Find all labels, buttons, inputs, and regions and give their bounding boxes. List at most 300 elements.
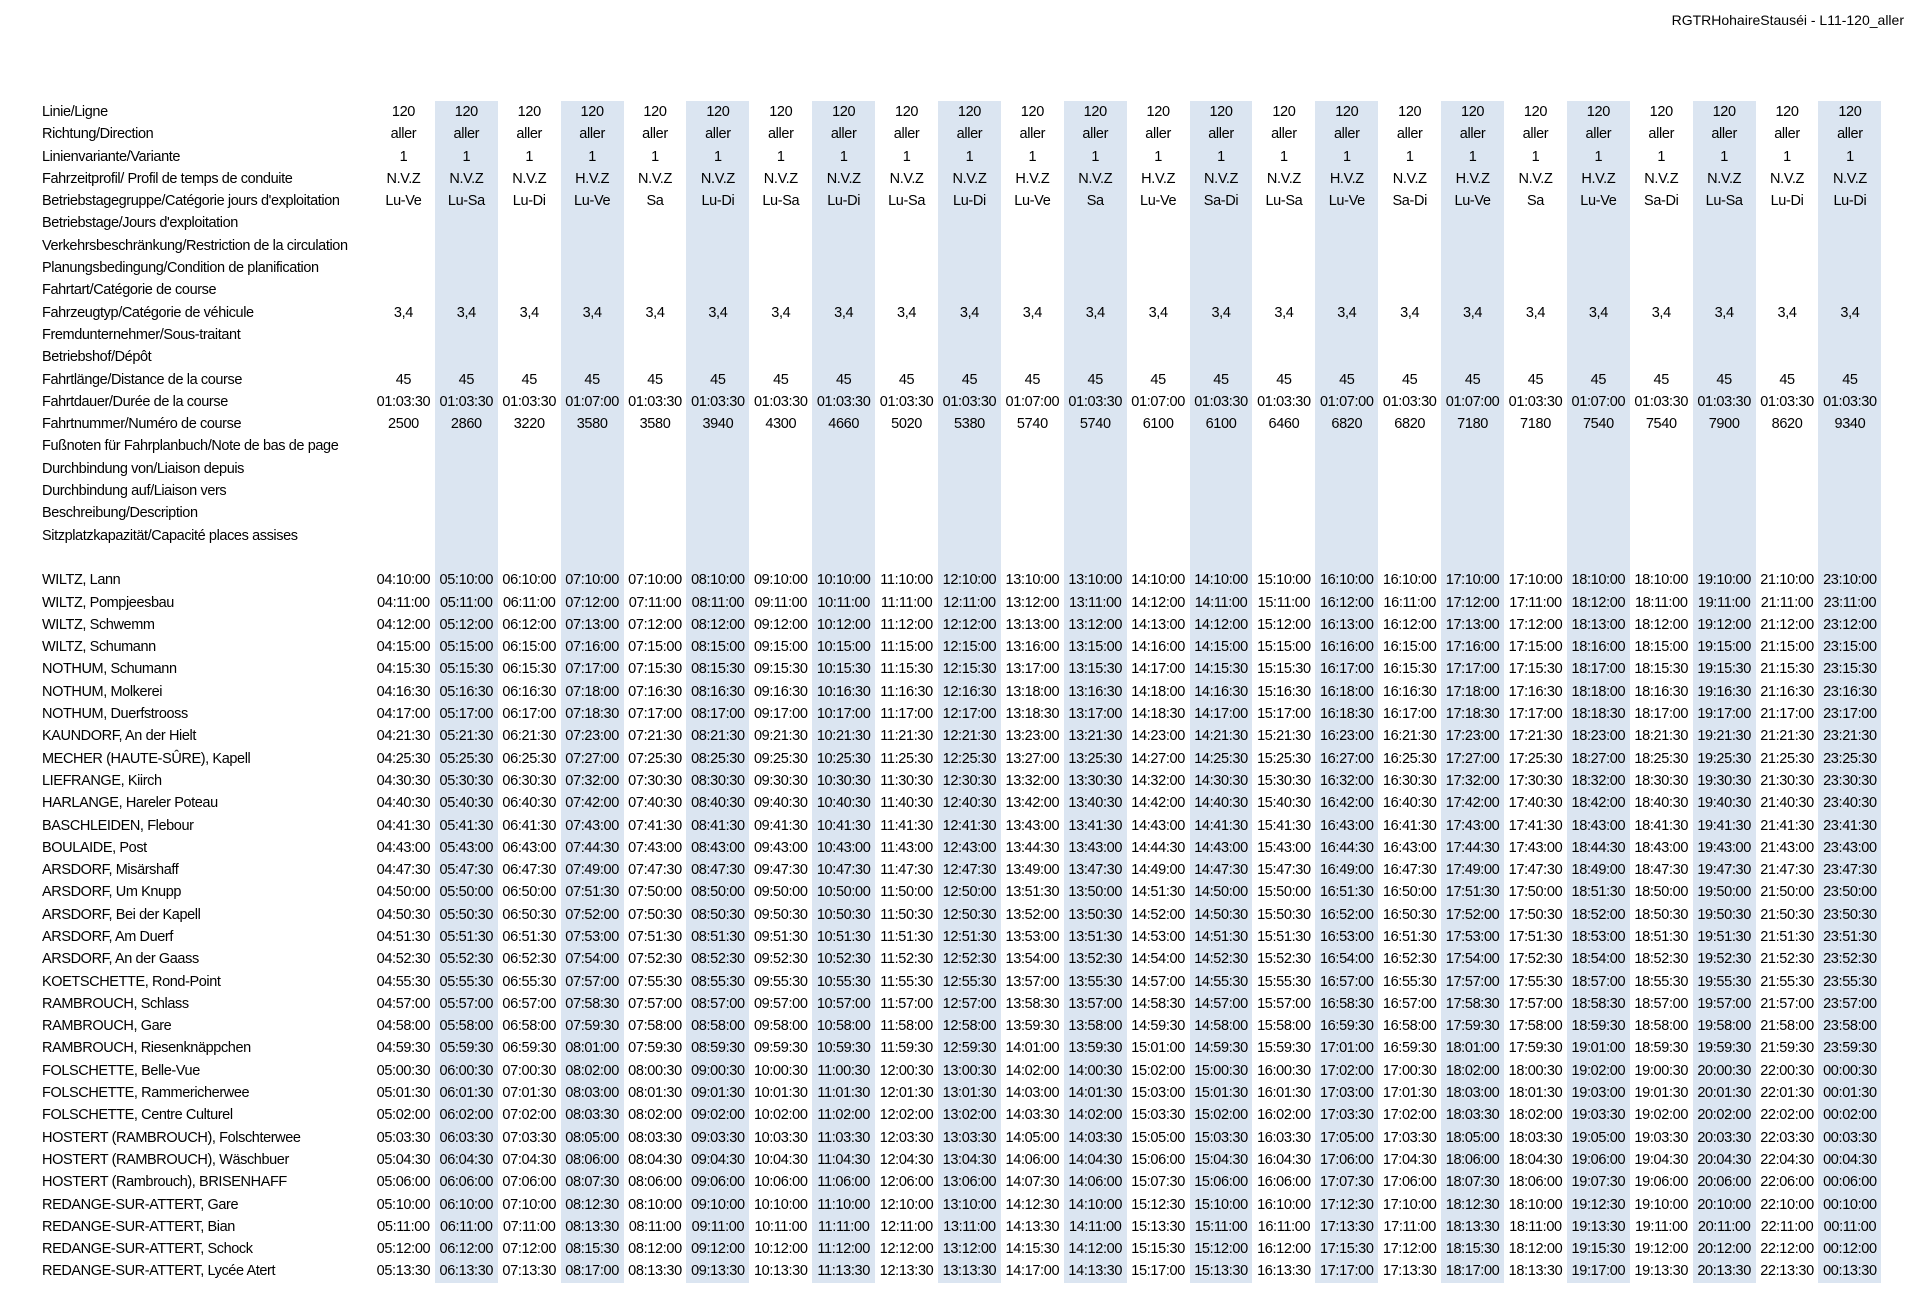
cell bbox=[1252, 525, 1315, 547]
cell: 13:11:00 bbox=[943, 1218, 996, 1235]
cell: aller bbox=[1522, 126, 1549, 143]
cell: 08:50:00 bbox=[691, 884, 745, 901]
cell: 21:17:00 bbox=[1760, 706, 1814, 723]
header-row bbox=[42, 525, 1881, 547]
cell: 14:44:30 bbox=[1131, 839, 1185, 856]
cell bbox=[1441, 458, 1504, 480]
cell: 13:42:00 bbox=[1005, 795, 1060, 812]
cell: 13:21:30 bbox=[1068, 728, 1123, 745]
stop-row bbox=[42, 1238, 1881, 1260]
cell bbox=[1567, 480, 1630, 502]
cell bbox=[1756, 235, 1819, 257]
cell: 1 bbox=[1280, 148, 1288, 165]
cell: N.V.Z bbox=[1266, 170, 1301, 187]
cell bbox=[1001, 257, 1064, 279]
row-label: Fahrzeugtyp/Catégorie de véhicule bbox=[42, 304, 254, 321]
cell: 01:03:30 bbox=[691, 393, 745, 410]
cell: 10:10:00 bbox=[753, 1196, 808, 1213]
cell bbox=[686, 458, 749, 480]
cell: 01:03:30 bbox=[1382, 393, 1437, 410]
cell: 17:30:30 bbox=[1508, 772, 1563, 789]
cell bbox=[938, 525, 1001, 547]
cell: 17:59:30 bbox=[1508, 1040, 1563, 1057]
cell bbox=[1693, 235, 1756, 257]
cell: 07:16:30 bbox=[628, 683, 682, 700]
cell: 07:13:00 bbox=[565, 616, 619, 633]
cell: 07:50:00 bbox=[628, 884, 682, 901]
cell: 08:03:00 bbox=[565, 1085, 619, 1102]
cell: aller bbox=[516, 126, 543, 143]
cell: 13:01:30 bbox=[942, 1085, 997, 1102]
cell: 21:15:00 bbox=[1760, 639, 1814, 656]
cell bbox=[1504, 480, 1567, 502]
cell: 45 bbox=[521, 371, 537, 388]
cell: N.V.Z bbox=[1770, 170, 1805, 187]
cell: 13:40:30 bbox=[1068, 795, 1123, 812]
cell: 13:54:00 bbox=[1005, 951, 1060, 968]
cell: 21:51:30 bbox=[1760, 928, 1814, 945]
cell bbox=[1378, 525, 1441, 547]
cell: 11:40:30 bbox=[880, 795, 933, 812]
cell: 15:01:30 bbox=[1194, 1085, 1248, 1102]
cell: 18:21:30 bbox=[1634, 728, 1689, 745]
cell: 12:11:00 bbox=[880, 1218, 933, 1235]
cell: 13:58:00 bbox=[1068, 1018, 1123, 1035]
cell: 13:02:00 bbox=[942, 1107, 997, 1124]
cell: 07:51:30 bbox=[565, 884, 619, 901]
cell: 14:03:30 bbox=[1005, 1107, 1060, 1124]
cell: 08:47:30 bbox=[691, 862, 745, 879]
cell: 18:53:00 bbox=[1571, 928, 1626, 945]
cell: 11:21:30 bbox=[880, 728, 933, 745]
cell: 18:12:00 bbox=[1634, 616, 1689, 633]
cell: 120 bbox=[706, 104, 730, 120]
cell: 45 bbox=[1590, 371, 1607, 388]
stop-row bbox=[42, 837, 1881, 859]
cell: 17:27:00 bbox=[1445, 750, 1500, 767]
cell: 19:03:30 bbox=[1634, 1129, 1689, 1146]
cell bbox=[875, 435, 938, 457]
cell: 19:15:30 bbox=[1697, 661, 1751, 678]
cell: 05:16:30 bbox=[439, 683, 494, 700]
cell: 09:11:00 bbox=[754, 594, 808, 611]
cell: 23:17:00 bbox=[1823, 706, 1877, 723]
cell: 15:55:30 bbox=[1257, 973, 1311, 990]
cell bbox=[1693, 279, 1756, 301]
cell: 04:51:30 bbox=[376, 928, 431, 945]
cell: 09:57:00 bbox=[753, 995, 808, 1012]
cell: 13:10:00 bbox=[1005, 572, 1060, 589]
cell: 3220 bbox=[513, 416, 545, 433]
cell: 16:43:00 bbox=[1319, 817, 1374, 834]
cell: aller bbox=[390, 126, 417, 143]
cell: 17:44:30 bbox=[1445, 839, 1500, 856]
cell bbox=[1064, 235, 1127, 257]
cell bbox=[1315, 480, 1378, 502]
cell: Lu-Sa bbox=[1265, 193, 1303, 210]
cell: 14:02:00 bbox=[1068, 1107, 1123, 1124]
cell: 11:41:30 bbox=[880, 817, 933, 834]
cell: 18:17:00 bbox=[1634, 706, 1689, 723]
stop-row bbox=[42, 569, 1881, 591]
cell: N.V.Z bbox=[1392, 170, 1427, 187]
cell: 23:40:30 bbox=[1823, 795, 1877, 812]
cell bbox=[686, 235, 749, 257]
cell bbox=[498, 525, 561, 547]
cell bbox=[1693, 458, 1756, 480]
cell: 18:59:30 bbox=[1634, 1040, 1689, 1057]
cell: 07:17:00 bbox=[565, 661, 619, 678]
cell: 14:17:00 bbox=[1131, 661, 1185, 678]
cell bbox=[624, 480, 687, 502]
cell bbox=[1252, 435, 1315, 457]
cell: aller bbox=[1711, 126, 1737, 143]
cell: 05:04:30 bbox=[376, 1151, 431, 1168]
cell: 06:12:00 bbox=[439, 1241, 494, 1258]
cell: 01:03:30 bbox=[942, 393, 997, 410]
cell: 15:02:00 bbox=[1194, 1107, 1248, 1124]
cell: 15:21:30 bbox=[1257, 728, 1311, 745]
cell: 15:05:00 bbox=[1131, 1129, 1185, 1146]
cell: 14:18:30 bbox=[1131, 706, 1185, 723]
cell: 10:43:00 bbox=[816, 839, 871, 856]
cell: 06:40:30 bbox=[502, 795, 557, 812]
cell: 17:17:00 bbox=[1508, 706, 1563, 723]
cell: 16:50:00 bbox=[1382, 884, 1437, 901]
timetable bbox=[42, 101, 1881, 1283]
cell: 5020 bbox=[891, 416, 922, 433]
cell: 23:25:30 bbox=[1823, 750, 1877, 767]
cell: 1 bbox=[1531, 148, 1540, 165]
cell: 12:06:00 bbox=[879, 1174, 934, 1191]
cell: 16:03:30 bbox=[1257, 1129, 1311, 1146]
stop-row bbox=[42, 725, 1881, 747]
cell bbox=[561, 324, 624, 346]
cell bbox=[1504, 235, 1567, 257]
cell bbox=[875, 525, 938, 547]
cell bbox=[1504, 458, 1567, 480]
cell: 1 bbox=[462, 148, 471, 165]
stop-row bbox=[42, 1082, 1881, 1104]
cell: 5740 bbox=[1016, 416, 1048, 433]
cell: 19:01:00 bbox=[1571, 1040, 1626, 1057]
cell: 09:52:30 bbox=[753, 951, 808, 968]
cell bbox=[1127, 235, 1190, 257]
header-row bbox=[42, 235, 1881, 257]
cell: 04:40:30 bbox=[376, 795, 431, 812]
cell: 15:10:00 bbox=[1194, 1196, 1248, 1213]
cell: 14:05:00 bbox=[1005, 1129, 1060, 1146]
cell bbox=[1567, 212, 1630, 234]
cell: 18:07:30 bbox=[1445, 1174, 1500, 1191]
cell: 07:43:00 bbox=[565, 817, 619, 834]
cell: 07:13:30 bbox=[502, 1263, 557, 1280]
cell: 14:40:30 bbox=[1194, 795, 1248, 812]
cell: Lu-Di bbox=[1833, 193, 1867, 210]
cell: 05:57:00 bbox=[439, 995, 494, 1012]
cell: aller bbox=[1585, 126, 1612, 143]
cell bbox=[1064, 212, 1127, 234]
cell: 08:13:30 bbox=[628, 1263, 682, 1280]
cell bbox=[624, 257, 687, 279]
cell bbox=[1252, 279, 1315, 301]
cell: 09:00:30 bbox=[691, 1062, 745, 1079]
cell: 07:12:00 bbox=[502, 1241, 557, 1258]
cell: 22:12:00 bbox=[1760, 1241, 1814, 1258]
cell: 14:13:30 bbox=[1068, 1263, 1123, 1280]
cell: 14:58:30 bbox=[1131, 995, 1185, 1012]
cell: 23:50:00 bbox=[1823, 884, 1877, 901]
cell bbox=[1252, 346, 1315, 368]
cell bbox=[1378, 324, 1441, 346]
cell: 08:11:00 bbox=[628, 1218, 682, 1235]
cell: 21:15:30 bbox=[1760, 661, 1814, 678]
cell bbox=[1252, 257, 1315, 279]
cell bbox=[1567, 257, 1630, 279]
cell bbox=[1190, 212, 1253, 234]
cell: 11:25:30 bbox=[880, 750, 933, 767]
cell: 18:02:00 bbox=[1445, 1062, 1500, 1079]
cell: 19:15:00 bbox=[1697, 639, 1751, 656]
cell bbox=[372, 480, 435, 502]
cell: 07:50:30 bbox=[628, 906, 682, 923]
cell: 120 bbox=[1272, 104, 1296, 120]
cell: 45 bbox=[1716, 371, 1732, 388]
cell: N.V.Z bbox=[826, 170, 861, 187]
cell: 06:17:00 bbox=[502, 706, 557, 723]
cell: 23:10:00 bbox=[1823, 572, 1877, 589]
cell: 12:25:30 bbox=[942, 750, 997, 767]
cell: 05:17:00 bbox=[439, 706, 494, 723]
cell: Lu-Ve bbox=[574, 193, 611, 210]
cell: 04:10:00 bbox=[376, 572, 431, 589]
cell: 13:57:00 bbox=[1005, 973, 1060, 990]
cell: 05:50:30 bbox=[439, 906, 494, 923]
cell: 13:43:00 bbox=[1068, 839, 1123, 856]
cell: 14:15:00 bbox=[1194, 639, 1248, 656]
cell: 13:49:00 bbox=[1005, 862, 1060, 879]
cell: 06:30:30 bbox=[502, 772, 557, 789]
cell: 22:01:30 bbox=[1760, 1085, 1814, 1102]
cell bbox=[812, 257, 875, 279]
cell bbox=[938, 502, 1001, 524]
cell: 1 bbox=[902, 148, 911, 165]
cell: 09:55:30 bbox=[753, 973, 808, 990]
cell: 18:13:00 bbox=[1571, 616, 1626, 633]
cell: 17:51:30 bbox=[1445, 884, 1500, 901]
cell: 3580 bbox=[576, 416, 608, 433]
cell: 07:27:00 bbox=[565, 750, 619, 767]
cell bbox=[1190, 502, 1253, 524]
cell: 21:12:00 bbox=[1760, 616, 1814, 633]
cell: 120 bbox=[1523, 104, 1548, 120]
cell: 12:57:00 bbox=[942, 995, 997, 1012]
cell: 3,4 bbox=[645, 304, 665, 321]
header-row bbox=[42, 435, 1881, 457]
cell: Lu-Sa bbox=[762, 193, 800, 210]
cell: 14:50:30 bbox=[1194, 906, 1248, 923]
cell: 16:01:30 bbox=[1257, 1085, 1311, 1102]
row-label: KAUNDORF, An der Hielt bbox=[42, 728, 196, 745]
cell: 18:58:30 bbox=[1571, 995, 1626, 1012]
cell: 01:07:00 bbox=[565, 393, 619, 410]
cell: 15:01:00 bbox=[1131, 1040, 1185, 1057]
cell: 18:30:30 bbox=[1634, 772, 1689, 789]
cell: 08:12:00 bbox=[691, 616, 745, 633]
cell: 01:03:30 bbox=[1634, 393, 1689, 410]
stop-row bbox=[42, 993, 1881, 1015]
cell: 1 bbox=[1405, 148, 1414, 165]
cell bbox=[1190, 480, 1253, 502]
header-row bbox=[42, 413, 1881, 435]
cell: 14:23:00 bbox=[1131, 728, 1185, 745]
cell: 12:47:30 bbox=[942, 862, 997, 879]
cell: 17:15:30 bbox=[1319, 1241, 1374, 1258]
cell: 120 bbox=[1461, 104, 1485, 120]
cell: 08:41:30 bbox=[691, 817, 745, 834]
cell: 08:25:30 bbox=[691, 750, 745, 767]
row-label: WILTZ, Schwemm bbox=[42, 616, 155, 633]
cell: 13:13:00 bbox=[1005, 616, 1060, 633]
cell: 05:43:00 bbox=[439, 839, 494, 856]
cell: 10:12:00 bbox=[816, 616, 871, 633]
cell: 06:50:30 bbox=[502, 906, 557, 923]
cell: 04:50:00 bbox=[376, 884, 431, 901]
cell: 3,4 bbox=[393, 304, 413, 321]
cell bbox=[1127, 279, 1190, 301]
cell: 15:11:00 bbox=[1257, 594, 1311, 611]
cell: 45 bbox=[835, 371, 852, 388]
cell: 23:41:30 bbox=[1823, 817, 1877, 834]
cell: 07:32:00 bbox=[565, 772, 619, 789]
cell: 09:13:30 bbox=[691, 1263, 745, 1280]
cell: 16:53:00 bbox=[1319, 928, 1374, 945]
cell bbox=[1756, 324, 1819, 346]
cell bbox=[875, 257, 938, 279]
cell: 17:15:30 bbox=[1508, 661, 1563, 678]
cell: 17:12:30 bbox=[1319, 1196, 1374, 1213]
cell: 17:57:00 bbox=[1445, 973, 1500, 990]
cell bbox=[1064, 435, 1127, 457]
cell: 11:02:00 bbox=[817, 1107, 870, 1124]
cell: aller bbox=[1459, 126, 1486, 143]
cell bbox=[1190, 435, 1253, 457]
cell: 18:01:00 bbox=[1445, 1040, 1500, 1057]
cell: 01:03:30 bbox=[1194, 393, 1248, 410]
cell bbox=[1567, 458, 1630, 480]
cell: 3,4 bbox=[708, 304, 728, 321]
cell bbox=[812, 502, 875, 524]
cell: 13:10:00 bbox=[1068, 572, 1123, 589]
cell: 120 bbox=[1649, 104, 1673, 120]
cell: 18:04:30 bbox=[1508, 1151, 1563, 1168]
cell: 14:27:00 bbox=[1131, 750, 1185, 767]
cell: 18:25:30 bbox=[1634, 750, 1689, 767]
cell bbox=[1630, 257, 1693, 279]
cell: 06:11:00 bbox=[440, 1218, 493, 1235]
cell: 05:00:30 bbox=[376, 1062, 431, 1079]
header-row bbox=[42, 212, 1881, 234]
cell bbox=[561, 212, 624, 234]
cell: 16:51:30 bbox=[1382, 928, 1437, 945]
row-label: ARSDORF, An der Gaass bbox=[42, 951, 199, 968]
cell: 09:50:00 bbox=[753, 884, 808, 901]
cell: 06:10:00 bbox=[502, 572, 557, 589]
cell: 17:07:30 bbox=[1319, 1174, 1374, 1191]
cell: 10:40:30 bbox=[816, 795, 871, 812]
cell: 13:18:00 bbox=[1005, 683, 1060, 700]
cell: 13:12:00 bbox=[1005, 594, 1060, 611]
cell: 18:18:00 bbox=[1571, 683, 1626, 700]
cell: 08:06:00 bbox=[565, 1151, 619, 1168]
cell bbox=[1441, 212, 1504, 234]
cell: 08:00:30 bbox=[628, 1062, 682, 1079]
cell: 15:52:30 bbox=[1257, 951, 1311, 968]
cell: 1 bbox=[965, 148, 974, 165]
cell bbox=[1315, 502, 1378, 524]
cell bbox=[1001, 346, 1064, 368]
cell bbox=[1127, 525, 1190, 547]
cell: 45 bbox=[458, 371, 475, 388]
cell: Lu-Di bbox=[827, 193, 861, 210]
row-label: Fahrzeitprofil/ Profil de temps de conduite bbox=[42, 170, 293, 187]
cell bbox=[1504, 346, 1567, 368]
cell: 11:00:30 bbox=[817, 1062, 870, 1079]
cell bbox=[1504, 435, 1567, 457]
cell bbox=[1001, 435, 1064, 457]
cell bbox=[1630, 502, 1693, 524]
cell: aller bbox=[1396, 126, 1423, 143]
cell: 13:57:00 bbox=[1068, 995, 1123, 1012]
cell: 16:52:30 bbox=[1382, 951, 1437, 968]
cell: 13:12:00 bbox=[1068, 616, 1123, 633]
cell: 12:17:00 bbox=[942, 706, 997, 723]
cell bbox=[498, 502, 561, 524]
cell: 19:03:30 bbox=[1571, 1107, 1626, 1124]
cell: 1 bbox=[1154, 148, 1162, 165]
cell: 16:58:30 bbox=[1319, 995, 1374, 1012]
cell: 14:47:30 bbox=[1194, 862, 1248, 879]
cell: H.V.Z bbox=[575, 170, 610, 187]
cell: 16:11:00 bbox=[1383, 594, 1436, 611]
cell: 12:58:00 bbox=[942, 1018, 997, 1035]
cell: 20:12:00 bbox=[1697, 1241, 1751, 1258]
header-row bbox=[42, 123, 1881, 145]
stop-row bbox=[42, 1149, 1881, 1171]
cell: 05:51:30 bbox=[439, 928, 494, 945]
cell: 07:12:00 bbox=[565, 594, 619, 611]
cell: 45 bbox=[1087, 371, 1103, 388]
header-row bbox=[42, 324, 1881, 346]
cell: N.V.Z bbox=[512, 170, 547, 187]
cell: aller bbox=[1271, 126, 1297, 143]
cell: 06:00:30 bbox=[439, 1062, 494, 1079]
cell: 00:11:00 bbox=[1823, 1218, 1877, 1235]
cell: 13:10:00 bbox=[942, 1196, 997, 1213]
cell: 13:11:00 bbox=[1068, 594, 1122, 611]
cell: 16:18:00 bbox=[1319, 683, 1374, 700]
cell: 16:00:30 bbox=[1257, 1062, 1311, 1079]
cell: 10:55:30 bbox=[816, 973, 871, 990]
cell: 18:54:00 bbox=[1571, 951, 1626, 968]
cell: 10:16:30 bbox=[816, 683, 871, 700]
cell: 45 bbox=[647, 371, 663, 388]
row-label: ARSDORF, Am Duerf bbox=[42, 928, 173, 945]
cell bbox=[1252, 480, 1315, 502]
cell bbox=[1818, 458, 1881, 480]
cell: 07:40:30 bbox=[628, 795, 682, 812]
cell bbox=[561, 235, 624, 257]
